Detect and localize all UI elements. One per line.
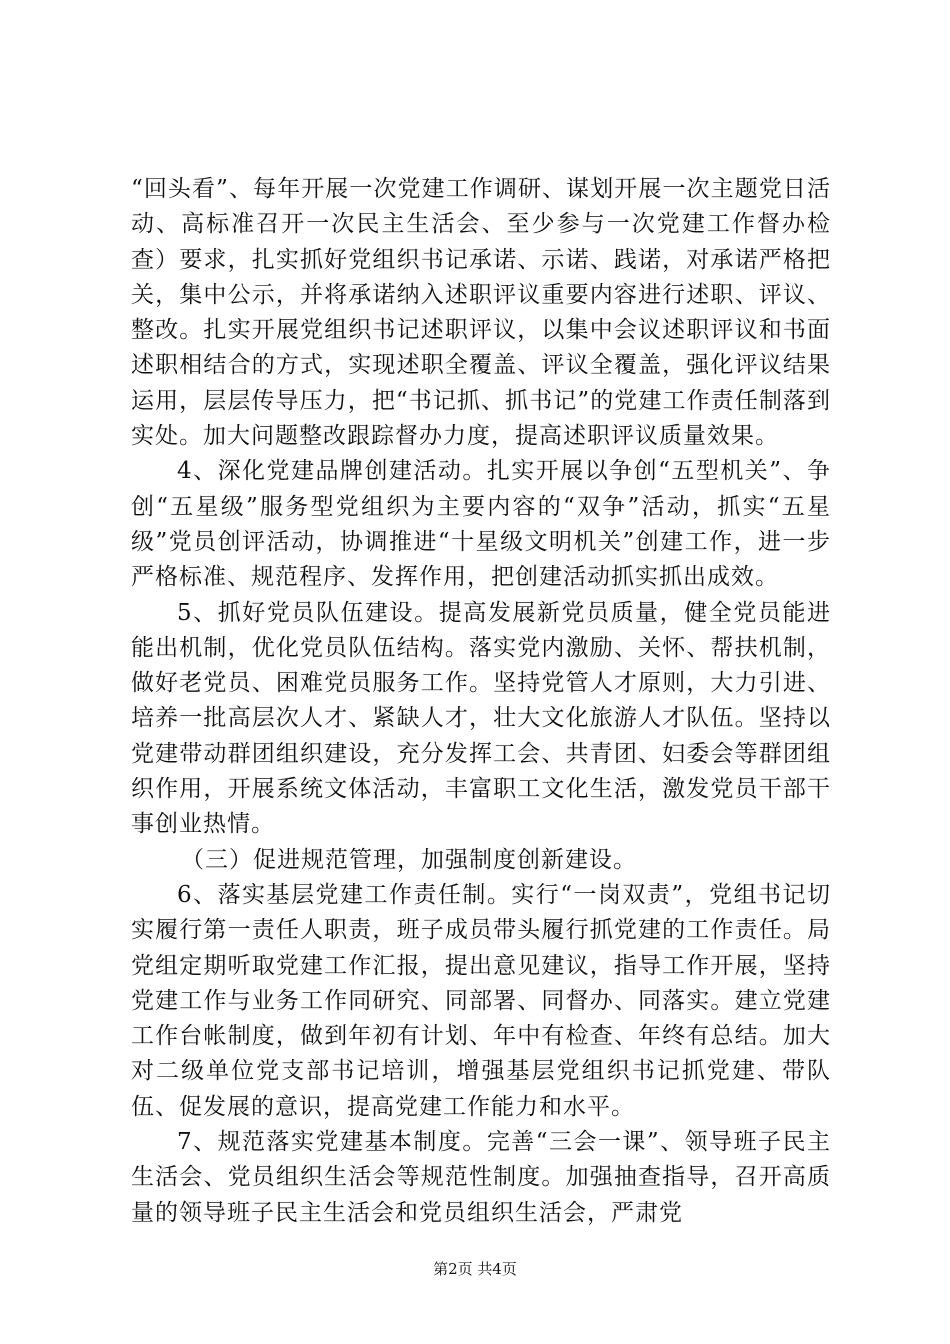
paragraph-continuation: “回头看”、每年开展一次党建工作调研、谋划开展一次主题党日活动、高标准召开一次民主生活会、至少参与一次党建工作督办检查）要求，扎实抓好党组织书记承诺、示诺、践诺，对承诺严格把关，集中公示，并将承诺纳入述职评议重要内容进行述职、评议、整改。扎实开展党组织书记述职评议，以集中会议述职评议和书面述职相结合的方式，实现述职全覆盖、评议全覆盖，强化评议结果运用，层层传导压力，把“书记抓、抓书记”的党建工作责任制落到实处。加大问题整改跟踪督办力度，提高述职评议质量效果。 — [131, 176, 831, 450]
document-body — [131, 172, 831, 1231]
section-heading-3: （三）促进规范管理，加强制度创新建设。 — [181, 846, 637, 873]
page-number-footer: 第2页 共4页 — [433, 1260, 517, 1278]
paragraph-item-5: 5、抓好党员队伍建设。提高发展新党员质量，健全党员能进能出机制，优化党员队伍结构。落实党内激励、关怀、帮扶机制，做好老党员、困难党员服务工作。坚持党管人才原则，大力引进、培养一批高层次人才、紧缺人才，壮大文化旅游人才队伍。坚持以党建带动群团组织建设，充分发挥工会、共青团、妇委会等群团组织作用，开展系统文体活动，丰富职工文化生活，激发党员干部干事创业热情。 — [131, 599, 831, 838]
paragraph-item-6: 6、落实基层党建工作责任制。实行“一岗双责”，党组书记切实履行第一责任人职责，班子成员带头履行抓党建的工作责任。局党组定期听取党建工作汇报，提出意见建议，指导工作开展，坚持党建工作与业务工作同研究、同部署、同督办、同落实。建立党建工作台帐制度，做到年初有计划、年中有检查、年终有总结。加大对二级单位党支部书记培训，增强基层党组织书记抓党建、带队伍、促发展的意识，提高党建工作能力和水平。 — [131, 881, 831, 1120]
paragraph-item-7: 7、规范落实党建基本制度。完善“三会一课”、领导班子民主生活会、党员组织生活会等规范性制度。加强抽查指导，召开高质量的领导班子民主生活会和党员组织生活会，严肃党 — [131, 1129, 831, 1226]
paragraph-item-4: 4、深化党建品牌创建活动。扎实开展以争创“五型机关”、争创“五星级”服务型党组织为主要内容的“双争”活动，抓实“五星级”党员创评活动，协调推进“十星级文明机关”创建工作，进一步严格标准、规范程序、发挥作用，把创建活动抓实抓出成效。 — [131, 458, 831, 591]
